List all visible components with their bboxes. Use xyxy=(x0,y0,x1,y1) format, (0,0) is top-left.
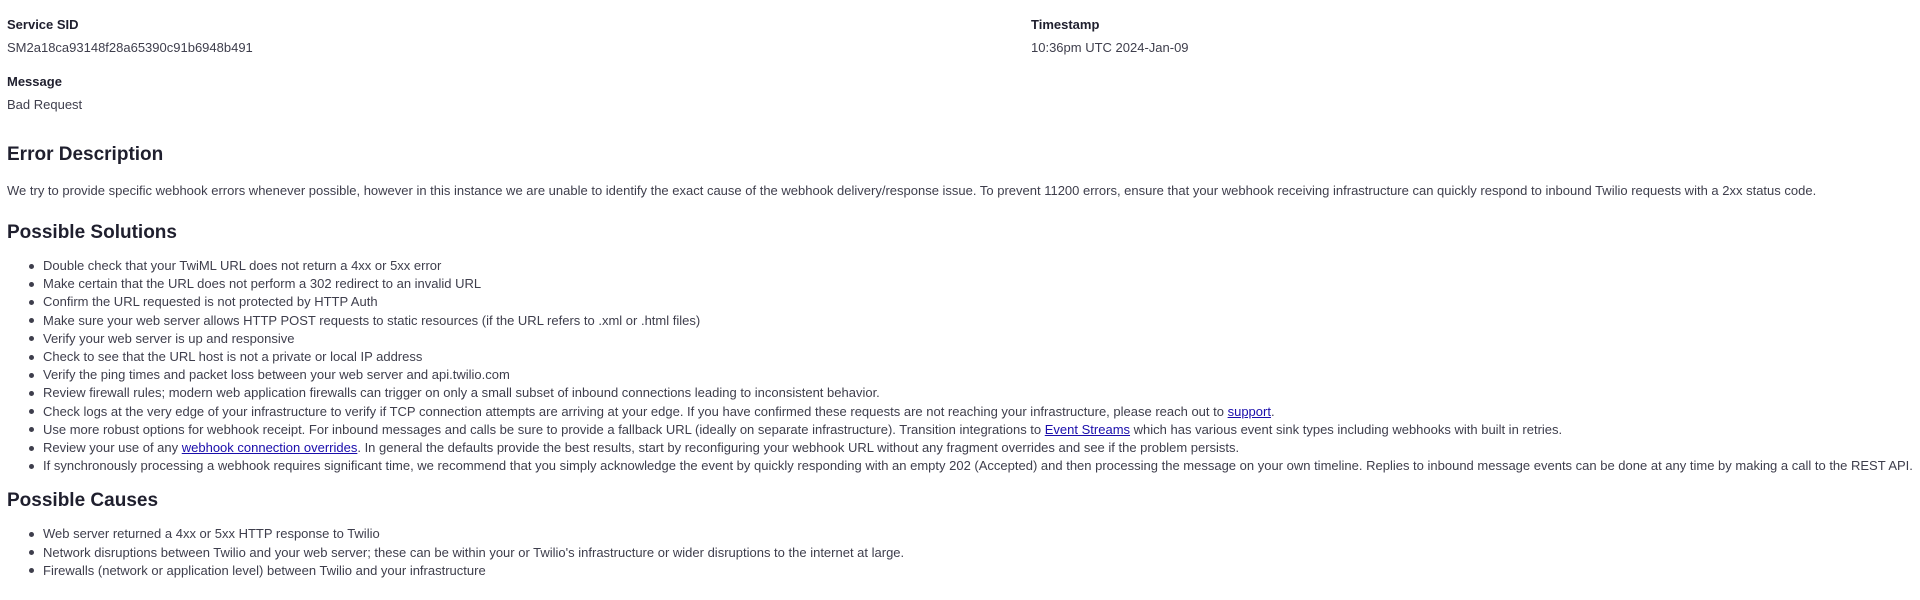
possible-causes-list xyxy=(7,525,1913,580)
timestamp-label: Timestamp xyxy=(1031,17,1100,32)
event-streams-link[interactable]: Event Streams xyxy=(1044,421,1131,437)
solution-item: Confirm the URL requested is not protected by HTTP Auth xyxy=(43,293,1913,311)
error-description-heading: Error Description xyxy=(7,144,164,165)
support-link[interactable]: support xyxy=(1227,403,1271,419)
timestamp-value: 10:36pm UTC 2024-Jan-09 xyxy=(1031,40,1189,55)
solution-text: which has various event sink types including webhooks with built in retries. xyxy=(1130,421,1563,437)
solution-text: . In general the defaults provide the best results, start by reconfiguring your webhook URL without any fragment overrides and see if the problem persists. xyxy=(357,440,1240,456)
possible-solutions-list xyxy=(7,257,1913,475)
solution-item: Verify the ping times and packet loss between your web server and api.twilio.com xyxy=(43,366,1913,384)
webhook-connection-overrides-link[interactable]: webhook connection overrides xyxy=(181,440,358,456)
timestamp-field xyxy=(1031,17,1913,56)
event-metadata xyxy=(7,0,1913,113)
solution-item-support xyxy=(43,403,1913,421)
message-label: Message xyxy=(7,74,62,89)
service-sid-label: Service SID xyxy=(7,17,79,32)
cause-item: Firewalls (network or application level) between Twilio and your infrastructure xyxy=(43,562,1913,580)
solution-item: Check to see that the URL host is not a private or local IP address xyxy=(43,348,1913,366)
solution-item-event-streams xyxy=(43,421,1913,439)
message-field xyxy=(7,74,1031,113)
possible-causes-heading: Possible Causes xyxy=(7,490,159,512)
error-description-text: We try to provide specific webhook errors whenever possible, however in this instance we are unable to identify the exact cause of the webhook delivery/response issue. To prevent 11200 errors, ensure that your webhook receiving infrastructure can quickly respond to inbound Twilio requests with a 2xx status code. xyxy=(7,183,1817,198)
solution-item: Make certain that the URL does not perform a 302 redirect to an invalid URL xyxy=(43,275,1913,293)
solution-item: If synchronously processing a webhook requires significant time, we recommend that you simply acknowledge the event by quickly responding with an empty 202 (Accepted) and then processing the message on your own timeline. Replies to inbound message events can be done at any time by making a call to the REST API. xyxy=(43,457,1913,475)
solution-text: Use more robust options for webhook receipt. For inbound messages and calls be sure to provide a fallback URL (ideally on separate infrastructure). Transition integrations to xyxy=(43,421,1045,437)
service-sid-value: SM2a18ca93148f28a65390c91b6948b491 xyxy=(7,40,253,55)
cause-item: Network disruptions between Twilio and your web server; these can be within your or Twilio's infrastructure or wider disruptions to the internet at large. xyxy=(43,544,1913,562)
message-value: Bad Request xyxy=(7,97,83,112)
solution-text: Check logs at the very edge of your infrastructure to verify if TCP connection attempts are arriving at your edge. If you have confirmed these requests are not reaching your infrastructure, please reach out to xyxy=(43,403,1228,419)
solution-item: Double check that your TwiML URL does not return a 4xx or 5xx error xyxy=(43,257,1913,275)
solution-item-overrides xyxy=(43,439,1913,457)
solution-item: Review firewall rules; modern web application firewalls can trigger on only a small subset of inbound connections leading to inconsistent behavior. xyxy=(43,384,1913,402)
cause-item: Web server returned a 4xx or 5xx HTTP response to Twilio xyxy=(43,525,1913,543)
solution-text: Review your use of any xyxy=(43,440,182,456)
possible-solutions-heading: Possible Solutions xyxy=(7,222,177,243)
solution-item: Make sure your web server allows HTTP POST requests to static resources (if the URL refers to .xml or .html files) xyxy=(43,312,1913,330)
service-sid-field xyxy=(7,17,1031,56)
solution-item: Verify your web server is up and responsive xyxy=(43,330,1913,348)
solution-text: . xyxy=(1270,403,1275,419)
